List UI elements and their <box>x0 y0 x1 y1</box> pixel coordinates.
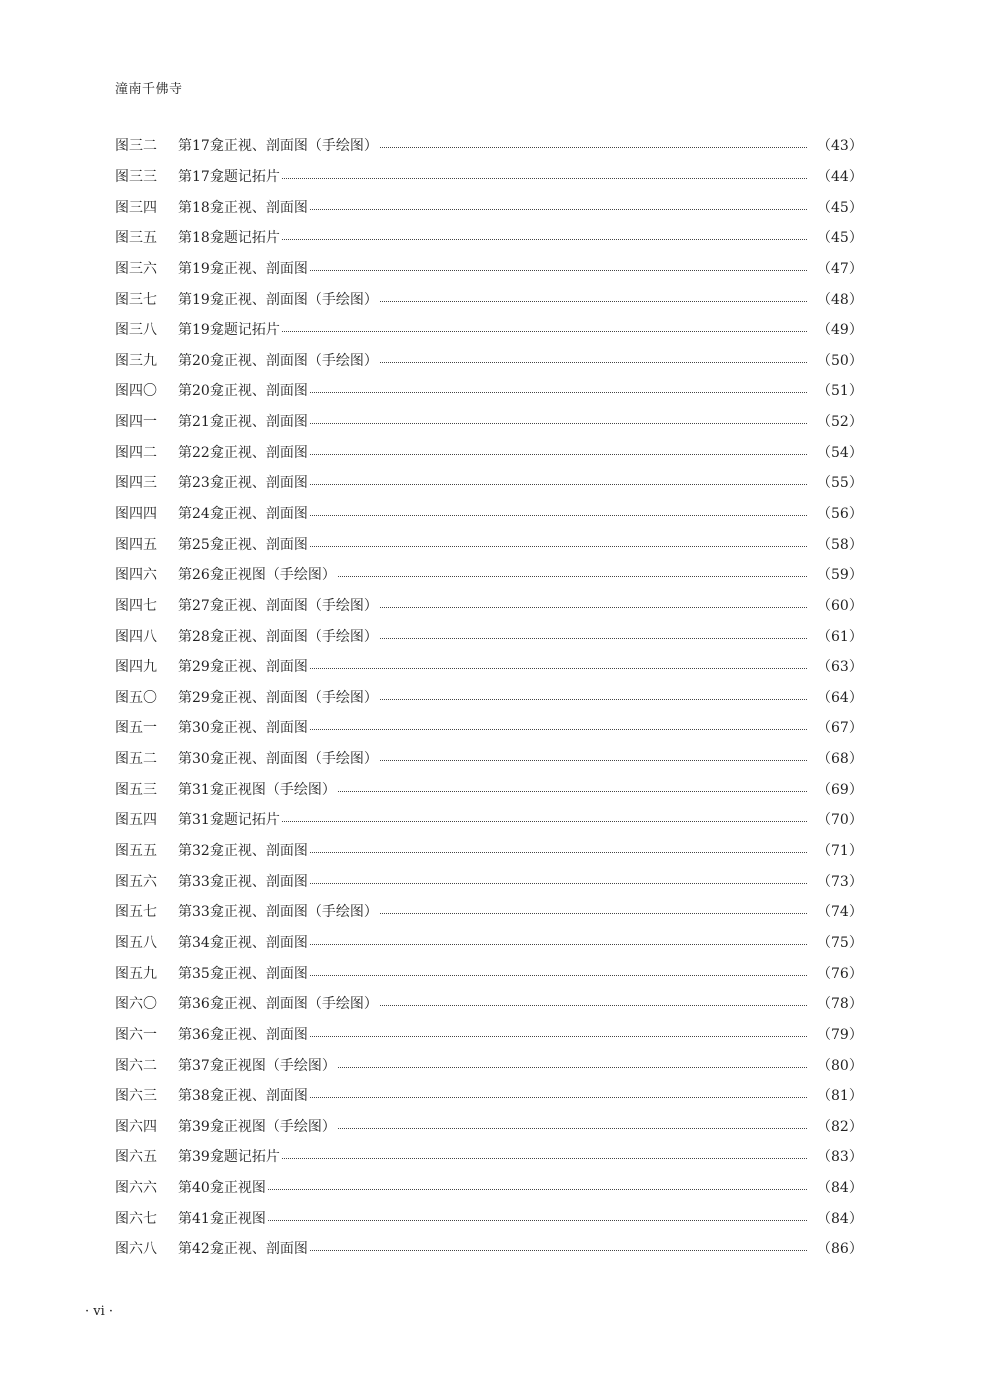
toc-entry <box>115 1019 863 1050</box>
toc-entry <box>115 988 863 1019</box>
leader-dots <box>310 453 807 455</box>
leader-dots <box>268 1219 807 1221</box>
page-reference: （86） <box>817 1241 863 1258</box>
figure-number: 图三三 <box>115 168 157 185</box>
page-reference: （52） <box>817 414 863 431</box>
figure-title: 第20龛正视、剖面图 <box>178 383 308 400</box>
toc-entry <box>115 1233 863 1264</box>
toc-entry <box>115 406 863 437</box>
figure-title: 第25龛正视、剖面图 <box>178 536 308 553</box>
page-reference: （75） <box>817 934 863 951</box>
leader-dots <box>310 1096 807 1098</box>
figure-title: 第29龛正视、剖面图 <box>178 659 308 676</box>
page-reference: （48） <box>817 291 863 308</box>
figure-title: 第32龛正视、剖面图 <box>178 843 308 860</box>
figure-number: 图五五 <box>115 843 157 860</box>
leader-dots <box>282 1157 807 1159</box>
figure-title: 第20龛正视、剖面图（手绘图） <box>178 352 378 369</box>
page-number: · vi · <box>85 1304 114 1319</box>
figure-title: 第30龛正视、剖面图 <box>178 720 308 737</box>
toc-entry <box>115 130 863 161</box>
figure-title: 第33龛正视、剖面图（手绘图） <box>178 904 378 921</box>
figure-title: 第21龛正视、剖面图 <box>178 414 308 431</box>
figure-title: 第18龛题记拓片 <box>178 230 280 247</box>
toc-entry <box>115 620 863 651</box>
figure-title: 第24龛正视、剖面图 <box>178 506 308 522</box>
figure-title: 第17龛题记拓片 <box>178 168 280 185</box>
toc-entry <box>115 161 863 192</box>
figure-number: 图六一 <box>115 1026 157 1043</box>
toc-entry <box>115 222 863 253</box>
figure-number: 图三五 <box>115 230 157 247</box>
toc-entry <box>115 467 863 498</box>
leader-dots <box>310 851 807 853</box>
page-reference: （56） <box>817 506 863 522</box>
leader-dots <box>268 1188 807 1190</box>
toc-entry <box>115 375 863 406</box>
figure-number: 图四八 <box>115 628 157 645</box>
leader-dots <box>310 391 807 393</box>
leader-dots <box>310 269 807 271</box>
figure-title: 第26龛正视图（手绘图） <box>178 567 336 584</box>
page-reference: （43） <box>817 138 863 155</box>
page-reference: （76） <box>817 965 863 982</box>
page-reference: （49） <box>817 322 863 339</box>
figure-number: 图四一 <box>115 414 157 431</box>
page-reference: （64） <box>817 689 863 706</box>
figure-title: 第39龛正视图（手绘图） <box>178 1118 336 1135</box>
figure-number: 图五六 <box>115 873 157 890</box>
leader-dots <box>338 1127 807 1129</box>
toc-entry <box>115 314 863 345</box>
figure-title: 第29龛正视、剖面图（手绘图） <box>178 689 378 706</box>
figure-number: 图四三 <box>115 475 157 492</box>
leader-dots <box>282 330 807 332</box>
figure-number: 图四二 <box>115 444 157 461</box>
page-reference: （67） <box>817 720 863 737</box>
toc-entry <box>115 651 863 682</box>
leader-dots <box>310 483 807 485</box>
page-reference: （82） <box>817 1118 863 1135</box>
page-reference: （55） <box>817 475 863 492</box>
toc-entry <box>115 191 863 222</box>
page-reference: （73） <box>817 873 863 890</box>
figure-title: 第23龛正视、剖面图 <box>178 475 308 492</box>
figure-number: 图五一 <box>115 720 157 737</box>
figure-number: 图五四 <box>115 812 157 829</box>
toc-entry <box>115 344 863 375</box>
toc-entry <box>115 1080 863 1111</box>
figure-title: 第40龛正视图 <box>178 1180 266 1197</box>
page-reference: （44） <box>817 168 863 185</box>
leader-dots <box>310 943 807 945</box>
page-reference: （69） <box>817 781 863 798</box>
leader-dots <box>310 728 807 730</box>
running-header: 潼南千佛寺 <box>115 82 183 97</box>
toc-entry <box>115 1141 863 1172</box>
leader-dots <box>310 1035 807 1037</box>
page-reference: （84） <box>817 1180 863 1197</box>
figure-number: 图五七 <box>115 904 157 921</box>
toc-entry <box>115 1202 863 1233</box>
leader-dots <box>380 361 807 363</box>
figure-title: 第17龛正视、剖面图（手绘图） <box>178 138 378 155</box>
page-reference: （70） <box>817 812 863 829</box>
leader-dots <box>380 759 807 761</box>
leader-dots <box>380 146 807 148</box>
leader-dots <box>310 667 807 669</box>
figure-number: 图六七 <box>115 1210 157 1227</box>
figure-title: 第31龛题记拓片 <box>178 812 280 829</box>
figure-number: 图三七 <box>115 291 157 308</box>
figure-number: 图三八 <box>115 322 157 339</box>
leader-dots <box>380 300 807 302</box>
page-reference: （45） <box>817 199 863 216</box>
toc-entry <box>115 528 863 559</box>
page-reference: （63） <box>817 659 863 676</box>
leader-dots <box>282 820 807 822</box>
figure-number: 图五二 <box>115 751 157 768</box>
leader-dots <box>310 422 807 424</box>
page-reference: （51） <box>817 383 863 400</box>
figure-number: 图六八 <box>115 1241 157 1258</box>
figure-title: 第30龛正视、剖面图（手绘图） <box>178 751 378 768</box>
page-reference: （54） <box>817 444 863 461</box>
leader-dots <box>338 575 807 577</box>
figure-number: 图四四 <box>115 506 157 522</box>
toc-entry <box>115 712 863 743</box>
toc-entry <box>115 835 863 866</box>
page-reference: （60） <box>817 597 863 614</box>
leader-dots <box>282 238 807 240</box>
page-reference: （84） <box>817 1210 863 1227</box>
page-reference: （50） <box>817 352 863 369</box>
toc-entry <box>115 1172 863 1203</box>
figure-number: 图五三 <box>115 781 157 798</box>
leader-dots <box>380 912 807 914</box>
toc-entry <box>115 590 863 621</box>
leader-dots <box>380 1004 807 1006</box>
figure-title: 第34龛正视、剖面图 <box>178 934 308 951</box>
page-reference: （83） <box>817 1149 863 1166</box>
toc-entry <box>115 865 863 896</box>
figure-title: 第35龛正视、剖面图 <box>178 965 308 982</box>
figure-title: 第31龛正视图（手绘图） <box>178 781 336 798</box>
toc-entry <box>115 773 863 804</box>
figure-number: 图六三 <box>115 1088 157 1105</box>
figure-number: 图四五 <box>115 536 157 553</box>
figure-title: 第38龛正视、剖面图 <box>178 1088 308 1105</box>
page-reference: （59） <box>817 567 863 584</box>
figure-number: 图四七 <box>115 597 157 614</box>
leader-dots <box>310 974 807 976</box>
figure-title: 第36龛正视、剖面图 <box>178 1026 308 1043</box>
toc-entry <box>115 253 863 284</box>
page-reference: （71） <box>817 843 863 860</box>
figure-title: 第19龛题记拓片 <box>178 322 280 339</box>
figure-number: 图六二 <box>115 1057 157 1074</box>
figure-title: 第19龛正视、剖面图 <box>178 260 308 277</box>
page-reference: （61） <box>817 628 863 645</box>
figure-title: 第36龛正视、剖面图（手绘图） <box>178 996 378 1013</box>
figure-title: 第28龛正视、剖面图（手绘图） <box>178 628 378 645</box>
toc-entry <box>115 498 863 529</box>
figure-number: 图五九 <box>115 965 157 982</box>
figure-number: 图三四 <box>115 199 157 216</box>
leader-dots <box>310 882 807 884</box>
figure-number: 图五〇 <box>115 689 157 706</box>
figure-title: 第42龛正视、剖面图 <box>178 1241 308 1258</box>
page-reference: （58） <box>817 536 863 553</box>
figure-title: 第41龛正视图 <box>178 1210 266 1227</box>
figure-title: 第27龛正视、剖面图（手绘图） <box>178 597 378 614</box>
leader-dots <box>338 790 807 792</box>
page-reference: （78） <box>817 996 863 1013</box>
toc-entry <box>115 682 863 713</box>
page-reference: （45） <box>817 230 863 247</box>
figure-title: 第39龛题记拓片 <box>178 1149 280 1166</box>
toc-entry <box>115 1049 863 1080</box>
toc-entry <box>115 743 863 774</box>
figure-number: 图六〇 <box>115 996 157 1013</box>
figure-title: 第22龛正视、剖面图 <box>178 444 308 461</box>
figure-number: 图五八 <box>115 934 157 951</box>
figure-number: 图四〇 <box>115 383 157 400</box>
figure-number: 图六四 <box>115 1118 157 1135</box>
toc-entry <box>115 957 863 988</box>
figure-number: 图六六 <box>115 1180 157 1197</box>
leader-dots <box>310 1249 807 1251</box>
toc-entry <box>115 804 863 835</box>
page-reference: （74） <box>817 904 863 921</box>
figure-title: 第33龛正视、剖面图 <box>178 873 308 890</box>
toc-entry <box>115 559 863 590</box>
figure-title: 第19龛正视、剖面图（手绘图） <box>178 291 378 308</box>
figure-number: 图三二 <box>115 138 157 155</box>
toc-entry <box>115 1111 863 1142</box>
toc-entry <box>115 283 863 314</box>
page-reference: （79） <box>817 1026 863 1043</box>
page-reference: （68） <box>817 751 863 768</box>
figure-number: 图四六 <box>115 567 157 584</box>
page-reference: （80） <box>817 1057 863 1074</box>
leader-dots <box>310 208 807 210</box>
figure-number: 图六五 <box>115 1149 157 1166</box>
leader-dots <box>380 698 807 700</box>
figure-number: 图三六 <box>115 260 157 277</box>
figure-list <box>115 130 863 1264</box>
figure-title: 第18龛正视、剖面图 <box>178 199 308 216</box>
page-reference: （81） <box>817 1088 863 1105</box>
figure-title: 第37龛正视图（手绘图） <box>178 1057 336 1074</box>
toc-entry <box>115 927 863 958</box>
figure-number: 图四九 <box>115 659 157 676</box>
leader-dots <box>338 1066 807 1068</box>
leader-dots <box>380 606 807 608</box>
figure-number: 图三九 <box>115 352 157 369</box>
leader-dots <box>310 514 807 516</box>
toc-entry <box>115 896 863 927</box>
page-reference: （47） <box>817 260 863 277</box>
leader-dots <box>380 637 807 639</box>
leader-dots <box>310 545 807 547</box>
leader-dots <box>282 177 807 179</box>
toc-entry <box>115 436 863 467</box>
